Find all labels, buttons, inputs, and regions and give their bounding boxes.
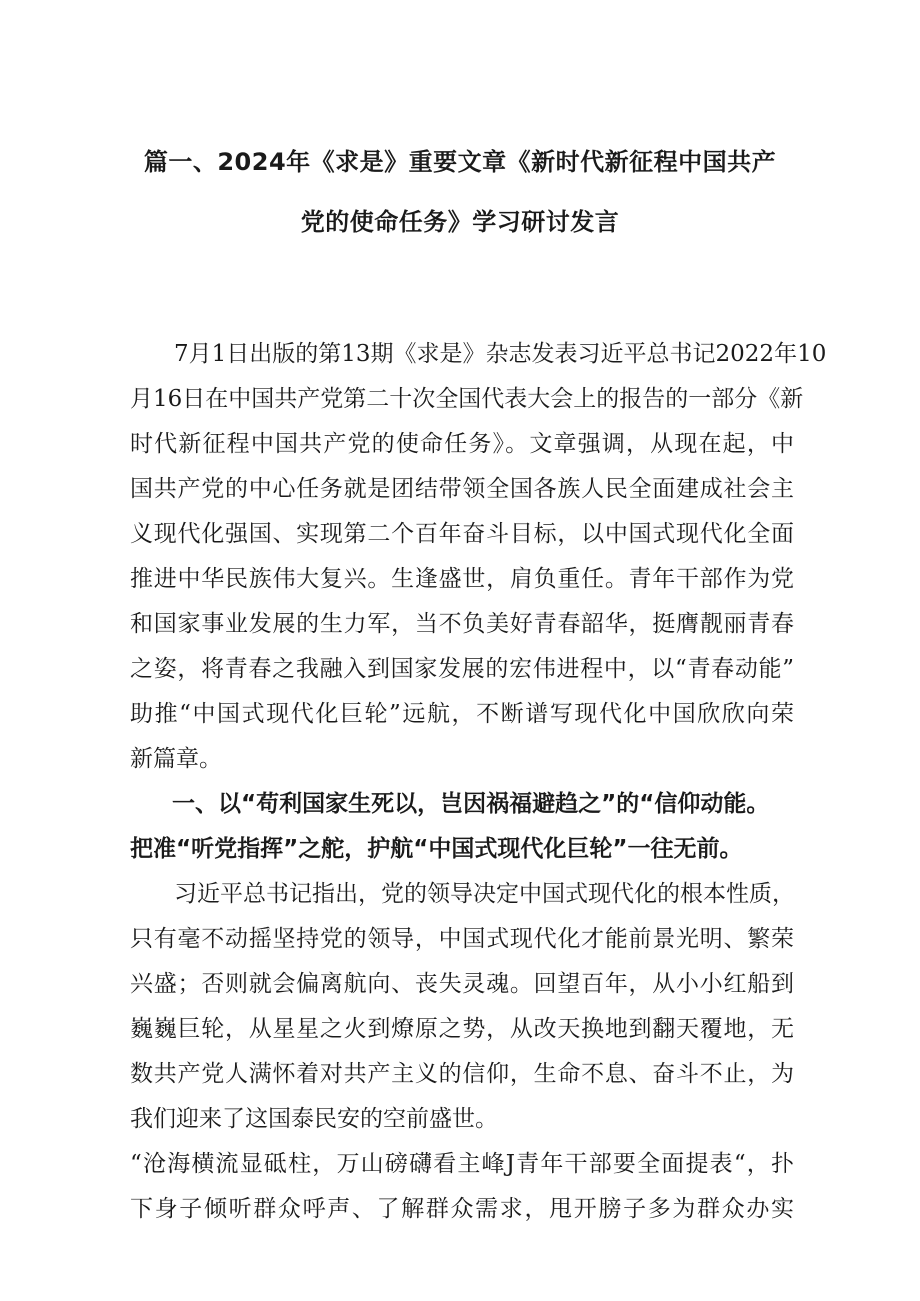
document-title-line-2: 党的使命任务》学习研讨发言: [300, 208, 620, 236]
paragraph-line: 月16日在中国共产党第二十次全国代表大会上的报告的一部分《新: [130, 386, 804, 412]
paragraph-line: 习近平总书记指出，党的领导决定中国式现代化的根本性质，: [174, 881, 795, 907]
paragraph-line: 数共产党人满怀着对共产主义的信仰，生命不息、奋斗不止，为: [130, 1061, 794, 1087]
section-heading-line-2: 把准“听党指挥”之舵，护航“中国式现代化巨轮”一往无前。: [130, 836, 743, 862]
paragraph-line: 巍巍巨轮，从星星之火到燎原之势，从改天换地到翻天覆地，无: [130, 1016, 794, 1042]
paragraph-line: 我们迎来了这国泰民安的空前盛世。: [130, 1106, 498, 1132]
paragraph-line: 兴盛；否则就会偏离航向、丧失灵魂。回望百年，从小小红船到: [130, 971, 794, 997]
paragraph-line: “沧海横流显砥柱，万山磅礴看主峰J青年干部要全面提表“，扑: [130, 1151, 794, 1177]
paragraph-line: 时代新征程中国共产党的使命任务》。文章强调，从现在起，中: [130, 431, 794, 457]
document-title-line-1: 篇一、2024年《求是》重要文章《新时代新征程中国共产: [143, 148, 777, 176]
paragraph-line: 和国家事业发展的生力军，当不负美好青春韶华，挺膺靓丽青春: [130, 611, 794, 637]
paragraph-line: 之姿，将青春之我融入到国家发展的宏伟进程中，以“青春动能”: [130, 656, 794, 682]
paragraph-line: 7月1日出版的第13期《求是》杂志发表习近平总书记2022年10: [174, 341, 827, 367]
section-heading-line-1: 一、以“苟利国家生死以，岂因祸福避趋之”的“信仰动能。: [172, 791, 770, 817]
paragraph-line: 只有毫不动摇坚持党的领导，中国式现代化才能前景光明、繁荣: [130, 926, 794, 952]
paragraph-line: 推进中华民族伟大复兴。生逢盛世，肩负重任。青年干部作为党: [130, 566, 794, 592]
paragraph-line: 国共产党的中心任务就是团结带领全国各族人民全面建成社会主: [130, 476, 794, 502]
paragraph-line: 下身子倾听群众呼声、了解群众需求，甩开膀子多为群众办实: [130, 1196, 794, 1222]
paragraph-line: 义现代化强国、实现第二个百年奋斗目标，以中国式现代化全面: [130, 521, 794, 547]
paragraph-line: 新篇章。: [130, 746, 222, 772]
paragraph-line: 助推“中国式现代化巨轮”远航，不断谱写现代化中国欣欣向荣: [130, 701, 794, 727]
